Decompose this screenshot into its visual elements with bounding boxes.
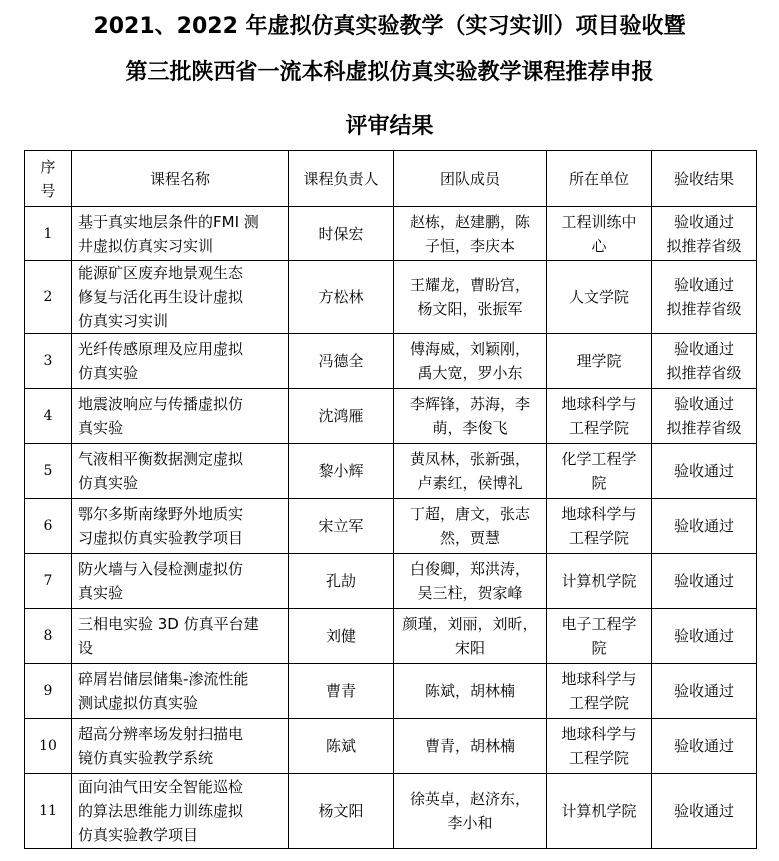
cell-team: 白俊卿，郑洪涛， 吴三柱，贺家峰 (394, 554, 547, 609)
cell-leader: 冯德全 (289, 334, 394, 389)
cell-course-name: 面向油气田安全智能巡检 的算法思维能力训练虚拟 仿真实验教学项目 (72, 774, 289, 849)
table-row (25, 609, 757, 664)
header-team: 团队成员 (394, 151, 547, 207)
cell-unit: 电子工程学 院 (547, 609, 652, 664)
title-line-2: 第三批陕西省一流本科虚拟仿真实验教学课程推荐申报 (125, 60, 654, 85)
cell-result: 验收通过 (652, 774, 757, 849)
cell-course-name: 三相电实验 3D 仿真平台建 设 (72, 609, 289, 664)
cell-unit: 地球科学与 工程学院 (547, 389, 652, 444)
table-body (25, 207, 757, 849)
header-result: 验收结果 (652, 151, 757, 207)
cell-team: 徐英卓，赵济东， 李小和 (394, 774, 547, 849)
cell-course-name: 光纤传感原理及应用虚拟 仿真实验 (72, 334, 289, 389)
cell-unit: 地球科学与 工程学院 (547, 499, 652, 554)
cell-unit: 人文学院 (547, 261, 652, 334)
cell-leader: 刘健 (289, 609, 394, 664)
cell-index: 10 (25, 719, 72, 774)
cell-result: 验收通过 (652, 609, 757, 664)
cell-course-name: 基于真实地层条件的FMI 测 井虚拟仿真实习实训 (72, 207, 289, 261)
cell-team: 颜瑾，刘丽，刘昕， 宋阳 (394, 609, 547, 664)
cell-result: 验收通过 拟推荐省级 (652, 389, 757, 444)
cell-team: 黄凤林，张新强， 卢素红，侯博礼 (394, 444, 547, 499)
cell-unit: 计算机学院 (547, 554, 652, 609)
cell-leader: 杨文阳 (289, 774, 394, 849)
results-table (24, 150, 757, 849)
cell-course-name: 地震波响应与传播虚拟仿 真实验 (72, 389, 289, 444)
table-row (25, 261, 757, 334)
cell-team: 李辉锋，苏海，李 萌，李俊飞 (394, 389, 547, 444)
cell-result: 验收通过 (652, 554, 757, 609)
table-row (25, 774, 757, 849)
cell-leader: 方松林 (289, 261, 394, 334)
cell-index: 1 (25, 207, 72, 261)
cell-leader: 时保宏 (289, 207, 394, 261)
cell-unit: 工程训练中 心 (547, 207, 652, 261)
cell-result: 验收通过 (652, 719, 757, 774)
cell-leader: 孔劼 (289, 554, 394, 609)
table-row (25, 207, 757, 261)
header-leader: 课程负责人 (289, 151, 394, 207)
cell-index: 11 (25, 774, 72, 849)
table-row (25, 334, 757, 389)
header-index: 序 号 (25, 151, 72, 207)
cell-course-name: 气液相平衡数据测定虚拟 仿真实验 (72, 444, 289, 499)
header-course-name: 课程名称 (72, 151, 289, 207)
table-row (25, 554, 757, 609)
cell-unit: 地球科学与 工程学院 (547, 664, 652, 719)
cell-index: 2 (25, 261, 72, 334)
cell-result: 验收通过 (652, 444, 757, 499)
cell-course-name: 超高分辨率场发射扫描电 镜仿真实验教学系统 (72, 719, 289, 774)
cell-unit: 理学院 (547, 334, 652, 389)
cell-leader: 宋立军 (289, 499, 394, 554)
cell-leader: 沈鸿雁 (289, 389, 394, 444)
cell-leader: 陈斌 (289, 719, 394, 774)
table-header-row (25, 151, 757, 207)
cell-index: 5 (25, 444, 72, 499)
cell-course-name: 鄂尔多斯南缘野外地质实 习虚拟仿真实验教学项目 (72, 499, 289, 554)
cell-leader: 曹青 (289, 664, 394, 719)
cell-course-name: 防火墙与入侵检测虚拟仿 真实验 (72, 554, 289, 609)
title-line-1: 2021、2022 年虚拟仿真实验教学（实习实训）项目验收暨 (93, 14, 686, 39)
cell-course-name: 能源矿区废弃地景观生态 修复与活化再生设计虚拟 仿真实习实训 (72, 261, 289, 334)
cell-team: 王耀龙，曹盼宫， 杨文阳，张振军 (394, 261, 547, 334)
cell-index: 9 (25, 664, 72, 719)
header-unit: 所在单位 (547, 151, 652, 207)
cell-team: 陈斌，胡林楠 (394, 664, 547, 719)
cell-index: 4 (25, 389, 72, 444)
cell-unit: 化学工程学 院 (547, 444, 652, 499)
title-line-3: 评审结果 (345, 114, 434, 139)
cell-unit: 计算机学院 (547, 774, 652, 849)
cell-course-name: 碎屑岩储层储集-渗流性能 测试虚拟仿真实验 (72, 664, 289, 719)
cell-index: 6 (25, 499, 72, 554)
table-row (25, 444, 757, 499)
cell-result: 验收通过 拟推荐省级 (652, 261, 757, 334)
cell-team: 丁超，唐文，张志 然，贾慧 (394, 499, 547, 554)
table-row (25, 499, 757, 554)
cell-team: 赵栋，赵建鹏，陈 子恒，李庆本 (394, 207, 547, 261)
cell-result: 验收通过 (652, 664, 757, 719)
cell-leader: 黎小辉 (289, 444, 394, 499)
cell-result: 验收通过 (652, 499, 757, 554)
cell-index: 7 (25, 554, 72, 609)
cell-result: 验收通过 拟推荐省级 (652, 207, 757, 261)
cell-unit: 地球科学与 工程学院 (547, 719, 652, 774)
cell-index: 3 (25, 334, 72, 389)
cell-team: 曹青，胡林楠 (394, 719, 547, 774)
table-row (25, 719, 757, 774)
cell-team: 傅海威，刘颖刚， 禹大宽，罗小东 (394, 334, 547, 389)
table-row (25, 389, 757, 444)
cell-result: 验收通过 拟推荐省级 (652, 334, 757, 389)
cell-index: 8 (25, 609, 72, 664)
table-row (25, 664, 757, 719)
